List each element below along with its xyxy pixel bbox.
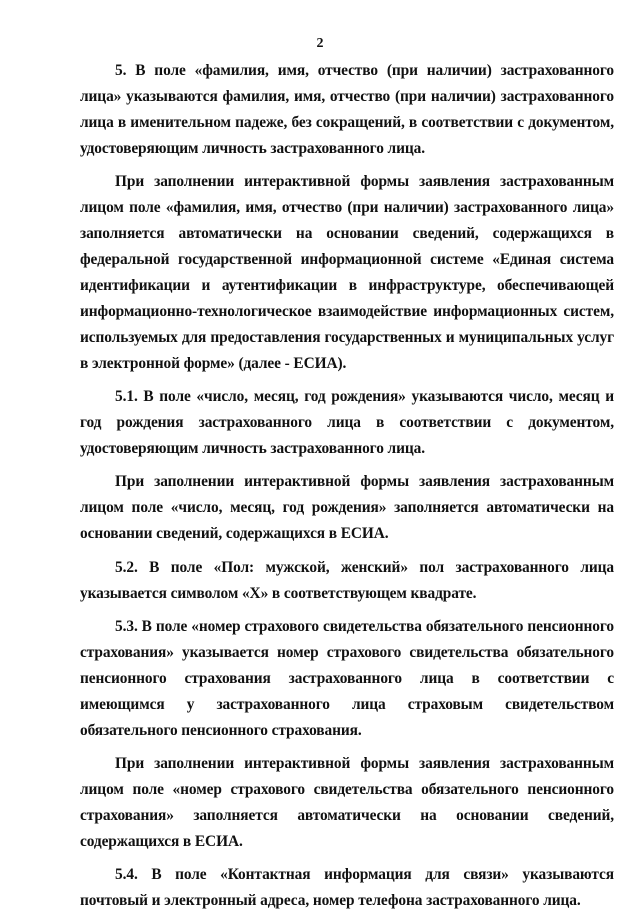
paragraph-5-1-esia: При заполнении интерактивной формы заявления застрахованным лицом поле «число, месяц, год рождения» заполняется автоматически на основании сведений, содержащихся в ЕСИА. [80,473,614,543]
page-number: 2 [316,36,324,51]
paragraph-5-2: 5.2. В поле «Пол: мужской, женский» пол застрахованного лица указывается символом «X» в соответствующем квадрате. [80,558,614,602]
document-body [80,58,614,922]
paragraph-5-4: 5.4. В поле «Контактная информация для связи» указываются почтовый и электронный адреса, номер телефона застрахованного лица. [80,866,614,910]
paragraph-5-3: 5.3. В поле «номер страхового свидетельства обязательного пенсионного страхования» указывается номер страхового свидетельства обязательного пенсионного страхования застрахованного лица в соответствии с имеющимся у застрахованного лица страховым свидетельством обязательного пенсионного страхования. [80,618,614,739]
paragraph-5-3-esia: При заполнении интерактивной формы заявления застрахованным лицом поле «номер страхового свидетельства обязательного пенсионного страхования» заполняется автоматически на основании сведений, содержащихся в ЕСИА. [80,755,614,850]
paragraph-5: 5. В поле «фамилия, имя, отчество (при наличии) застрахованного лица» указываются фамилия, имя, отчество (при наличии) застрахованного лица в именительном падеже, без сокращений, в соответствии с документом, удостоверяющим личность застрахованного лица. [80,62,614,157]
paragraph-5-esia: При заполнении интерактивной формы заявления застрахованным лицом поле «фамилия, имя, отчество (при наличии) застрахованного лица» заполняется автоматически на основании сведений, содержащихся в федеральной государственной информационной системе «Единая система идентификации и аутентификации в инфраструктуре, обеспечивающей информационно-технологическое взаимодействие информационных систем, используемых для предоставления государственных и муниципальных услуг в электронной форме» (далее - ЕСИА). [80,173,614,372]
paragraph-5-1: 5.1. В поле «число, месяц, год рождения» указываются число, месяц и год рождения застрахованного лица в соответствии с документом, удостоверяющим личность застрахованного лица. [80,388,614,457]
